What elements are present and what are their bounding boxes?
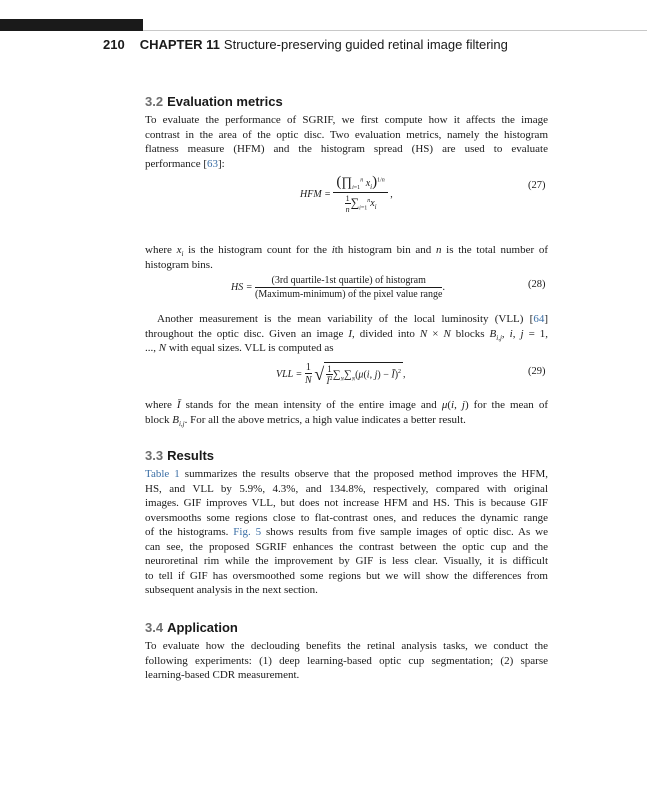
section-number: 3.3 bbox=[145, 448, 164, 463]
text-line: subsequent analysis in the next section. bbox=[145, 584, 318, 596]
text-line: histogram bins. bbox=[145, 258, 213, 271]
section-heading-3-2 bbox=[145, 94, 283, 109]
equation-28-numerator: (3rd quartile-1st quartile) of histogram bbox=[255, 275, 442, 288]
text-line: oversmooths some regions close to flat-contrast ones, and reduces the dynamic range bbox=[145, 511, 548, 524]
text-line: performance [63]: bbox=[145, 157, 225, 170]
text-line: following experiments: (1) deep learning-based optic cup segmentation; (2) sparse bbox=[145, 654, 548, 667]
figure-5-link[interactable]: Fig. 5 bbox=[233, 526, 262, 538]
text-line: Table 1 summarizes the results observe that the proposed method improves the HFM, bbox=[145, 468, 548, 480]
equation-27-fraction: ($\prod_{i=1}^n$ $x_i)^{1/n}$ $\frac{1}{n}$ $\sum_{i=1}^nx_i$ bbox=[333, 174, 387, 214]
text-line: To evaluate the performance of SGRIF, we first compute how it affects the image bbox=[145, 114, 548, 126]
header-rule bbox=[143, 30, 647, 31]
section-title: Results bbox=[167, 448, 215, 463]
text-line: neuroretinal rim while the improvement by GIF is less clear. Visually, it is difficult bbox=[145, 555, 548, 567]
section-number: 3.2 bbox=[145, 94, 164, 109]
running-header bbox=[103, 37, 508, 52]
chapter-label: CHAPTER 11 bbox=[139, 37, 220, 52]
text-line: to tell if GIF has oversmoothed some regions but we will show the differences from bbox=[145, 569, 548, 582]
text-line: contrast in the area of the optic disc. Two evaluation metrics, namely the histogram bbox=[145, 128, 548, 141]
section-heading-3-3 bbox=[145, 448, 214, 463]
table-1-link[interactable]: Table 1 bbox=[145, 468, 180, 480]
page-number: 210 bbox=[103, 37, 125, 52]
equation-29: VLL = $\frac{1}{N}$ √ $\frac{1}{Ī^2}$ $\sum_N\sum_N(\mu(i$, j) − Ī)$^2$ , bbox=[276, 362, 406, 386]
text-line: ..., N with equal sizes. VLL is computed as bbox=[145, 342, 334, 354]
text-line: where $x_i$ is the histogram count for the ith histogram bin and n is the total number of bbox=[145, 244, 548, 259]
paragraph-3-3-results bbox=[145, 467, 548, 598]
section-number: 3.4 bbox=[145, 620, 164, 635]
text-line: HS, and VLL by 5.9%, 4.3%, and 134.8%, respectively, compared with original bbox=[145, 482, 548, 495]
equation-27-lhs: HFM = bbox=[300, 188, 331, 200]
chapter-title: Structure-preserving guided retinal image filtering bbox=[223, 37, 508, 52]
equation-29-lhs: VLL = bbox=[276, 368, 303, 380]
text-line: where Ī stands for the mean intensity of the entire image and μ(i, j) for the mean of bbox=[145, 399, 549, 411]
section-heading-3-4 bbox=[145, 620, 238, 635]
text-line: images. GIF improves VLL, but does not increase HFM and HS. This is because GIF bbox=[145, 497, 548, 509]
text-line: learning-based CDR measurement. bbox=[145, 669, 300, 681]
equation-28-denominator: (Maximum-minimum) of the pixel value range bbox=[254, 289, 443, 300]
header-bar bbox=[0, 19, 143, 31]
equation-28-number: (28) bbox=[528, 279, 546, 290]
text-line: To evaluate how the declouding benefits the retinal analysis tasks, we conduct the bbox=[145, 640, 548, 652]
section-title: Evaluation metrics bbox=[167, 94, 283, 109]
text-line: of the histograms. Fig. 5 shows results from five sample images of optic disc. As we bbox=[145, 526, 548, 538]
equation-28-lhs: HS = bbox=[231, 282, 253, 293]
equation-29-number: (29) bbox=[528, 366, 546, 377]
paragraph-3-2-where bbox=[145, 243, 548, 272]
equation-27-number: (27) bbox=[528, 180, 546, 191]
paragraph-3-2-vll bbox=[145, 312, 548, 356]
text-line: flatness measure (HFM) and the histogram spread (HS) are used to evaluate bbox=[145, 143, 548, 155]
text-line: can see, the proposed SGRIF enhances the contrast between the optic cup and the bbox=[145, 540, 548, 553]
section-title: Application bbox=[167, 620, 238, 635]
equation-27: HFM = ($\prod_{i=1}^n$ $x_i)^{1/n}$ $\frac{1}{n}$ $\sum_{i=1}^nx_i$ , bbox=[300, 174, 393, 214]
paragraph-3-2-intro bbox=[145, 113, 548, 171]
text-line: Another measurement is the mean variability of the local luminosity (VLL) [64] bbox=[157, 313, 548, 325]
text-line: block $B_{i,j}$. For all the above metrics, a high value indicates a better result. bbox=[145, 413, 466, 428]
paragraph-3-2-closing bbox=[145, 398, 548, 427]
paragraph-3-4-application bbox=[145, 639, 548, 683]
equation-28: HS = $\frac{\text{(3rd quartile-1st quartile) of histogram}}{\text{(Maximum-minimum) of the pixel value range}}$ . bbox=[231, 275, 445, 300]
text-line: throughout the optic disc. Given an image I, divided into N × N blocks $B_{i,j}$, i, j = 1, bbox=[145, 327, 549, 342]
equation-28-fraction bbox=[255, 275, 442, 300]
